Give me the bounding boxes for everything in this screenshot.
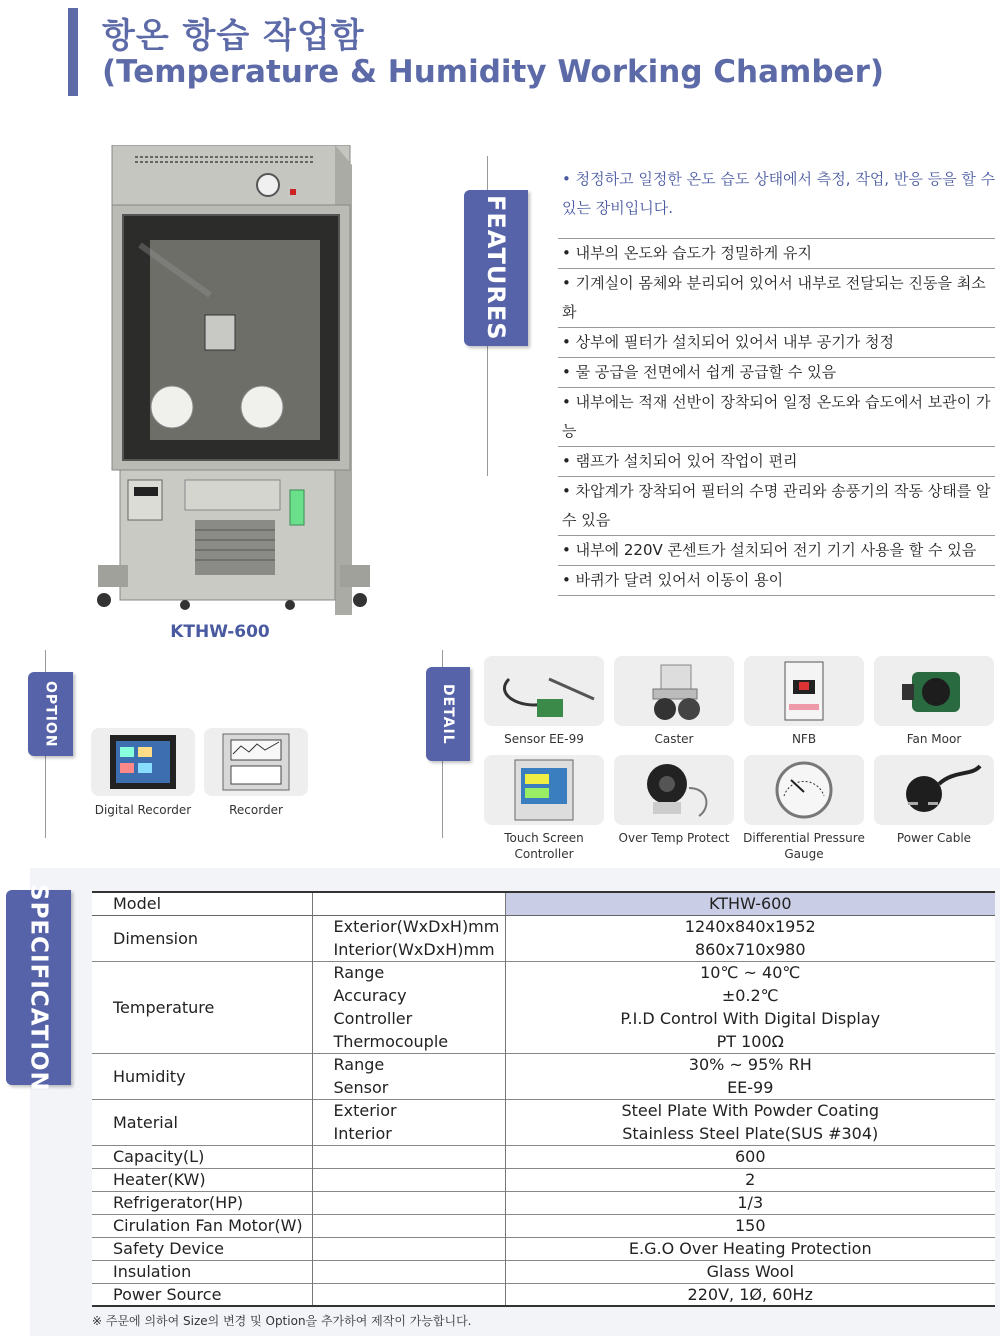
spec-group-label: Humidity bbox=[92, 1053, 312, 1099]
sensor-probe-icon bbox=[489, 659, 599, 723]
spec-group-label: Safety Device bbox=[92, 1237, 312, 1260]
option-tab: OPTION bbox=[28, 672, 73, 756]
table-row bbox=[92, 1053, 995, 1076]
spec-sub-label: Range bbox=[312, 961, 505, 984]
chamber-product-image bbox=[90, 145, 380, 620]
spec-header-row bbox=[92, 892, 995, 915]
spec-value: ±0.2℃ bbox=[505, 984, 995, 1007]
breaker-icon bbox=[779, 660, 829, 722]
spec-model-value: KTHW-600 bbox=[505, 892, 995, 915]
detail-caption: Sensor EE-99 bbox=[504, 732, 584, 746]
spec-model-label: Model bbox=[92, 892, 312, 915]
feature-item: • 물 공급을 전면에서 쉽게 공급할 수 있음 bbox=[558, 357, 995, 387]
feature-item: • 내부의 온도와 습도가 정밀하게 유지 bbox=[558, 238, 995, 268]
table-row bbox=[92, 1191, 995, 1214]
spec-value: Glass Wool bbox=[505, 1260, 995, 1283]
spec-sub-label bbox=[312, 1260, 505, 1283]
detail-caption: NFB bbox=[791, 732, 817, 746]
title-accent-bar bbox=[68, 8, 78, 96]
caster-icon bbox=[639, 659, 709, 723]
detail-sensor-card bbox=[484, 656, 604, 726]
spec-sub-label bbox=[312, 1191, 505, 1214]
features-headline: • 청정하고 일정한 온도 습도 상태에서 측정, 작업, 반응 등을 할 수 있는 장비입니다. bbox=[562, 170, 996, 217]
detail-tab: DETAIL bbox=[426, 667, 470, 761]
spec-sub-label: Sensor bbox=[312, 1076, 505, 1099]
spec-sub-label bbox=[312, 1283, 505, 1306]
digital-recorder-icon bbox=[108, 733, 178, 791]
spec-sub-label: Interior(WxDxH)mm bbox=[312, 938, 505, 961]
spec-sub-label bbox=[312, 1237, 505, 1260]
spec-group-label: Temperature bbox=[92, 961, 312, 1053]
spec-value: 1240x840x1952 bbox=[505, 915, 995, 938]
features-list bbox=[558, 238, 995, 596]
table-row bbox=[92, 1260, 995, 1283]
spec-value: 860x710x980 bbox=[505, 938, 995, 961]
option-recorder-card bbox=[204, 728, 308, 796]
specification-table bbox=[92, 891, 995, 1307]
spec-group-label: Dimension bbox=[92, 915, 312, 961]
power-plug-icon bbox=[884, 758, 984, 822]
spec-sub-label: Accuracy bbox=[312, 984, 505, 1007]
spec-group-label: Heater(KW) bbox=[92, 1168, 312, 1191]
table-row bbox=[92, 1214, 995, 1237]
table-row bbox=[92, 915, 995, 938]
spec-value: 220V, 1Ø, 60Hz bbox=[505, 1283, 995, 1306]
detail-caption: Touch Screen Controller bbox=[504, 831, 584, 861]
spec-value: 600 bbox=[505, 1145, 995, 1168]
table-row bbox=[92, 961, 995, 984]
detail-pressure-gauge-card bbox=[744, 755, 864, 825]
option-caption: Recorder bbox=[229, 803, 283, 817]
spec-sub-label: Exterior bbox=[312, 1099, 505, 1122]
detail-caption: Fan Moor bbox=[906, 732, 962, 746]
spec-group-label: Power Source bbox=[92, 1283, 312, 1306]
spec-value: P.I.D Control With Digital Display bbox=[505, 1007, 995, 1030]
page-title-english: (Temperature & Humidity Working Chamber) bbox=[102, 54, 885, 90]
table-row bbox=[92, 1145, 995, 1168]
spec-sub-label: Thermocouple bbox=[312, 1030, 505, 1053]
spec-sub-label: Exterior(WxDxH)mm bbox=[312, 915, 505, 938]
spec-sub-label bbox=[312, 1168, 505, 1191]
feature-item: • 바퀴가 달려 있어서 이동이 용이 bbox=[558, 565, 995, 596]
detail-touch-controller-card bbox=[484, 755, 604, 825]
detail-caption: Differential Pressure Gauge bbox=[743, 831, 865, 861]
spec-value: Stainless Steel Plate(SUS #304) bbox=[505, 1122, 995, 1145]
spec-value: E.G.O Over Heating Protection bbox=[505, 1237, 995, 1260]
detail-nfb-card bbox=[744, 656, 864, 726]
spec-group-label: Refrigerator(HP) bbox=[92, 1191, 312, 1214]
detail-caption: Over Temp Protect bbox=[618, 831, 730, 845]
pressure-gauge-icon bbox=[769, 758, 839, 822]
spec-sub-label bbox=[312, 1214, 505, 1237]
recorder-icon bbox=[221, 732, 291, 792]
spec-group-label: Cirulation Fan Motor(W) bbox=[92, 1214, 312, 1237]
feature-item: • 내부에는 적재 선반이 장착되어 일정 온도와 습도에서 보관이 가능 bbox=[558, 387, 995, 446]
spec-value: 10℃ ~ 40℃ bbox=[505, 961, 995, 984]
spec-sub-label: Range bbox=[312, 1053, 505, 1076]
features-tab: FEATURES bbox=[464, 190, 528, 346]
spec-group-label: Material bbox=[92, 1099, 312, 1145]
table-row bbox=[92, 1283, 995, 1306]
specification-note: ※ 주문에 의하여 Size의 변경 및 Option을 추가하여 제작이 가능합니다. bbox=[92, 1314, 472, 1328]
spec-value: 2 bbox=[505, 1168, 995, 1191]
touch-controller-icon bbox=[509, 758, 579, 822]
spec-value: PT 100Ω bbox=[505, 1030, 995, 1053]
spec-value: EE-99 bbox=[505, 1076, 995, 1099]
detail-caption: Power Cable bbox=[896, 831, 972, 845]
detail-over-temp-card bbox=[614, 755, 734, 825]
table-row bbox=[92, 1099, 995, 1122]
spec-sub-label: Interior bbox=[312, 1122, 505, 1145]
product-model-label: KTHW-600 bbox=[170, 622, 270, 642]
thermostat-icon bbox=[629, 758, 719, 822]
spec-sub-label: Controller bbox=[312, 1007, 505, 1030]
feature-item: • 차압계가 장착되어 필터의 수명 관리와 송풍기의 작동 상태를 알 수 있음 bbox=[558, 476, 995, 535]
specification-tab: SPECIFICATION bbox=[6, 890, 71, 1085]
feature-item: • 내부에 220V 콘센트가 설치되어 전기 기기 사용을 할 수 있음 bbox=[558, 535, 995, 565]
spec-group-label: Capacity(L) bbox=[92, 1145, 312, 1168]
spec-value: 150 bbox=[505, 1214, 995, 1237]
detail-power-cable-card bbox=[874, 755, 994, 825]
detail-caster-card bbox=[614, 656, 734, 726]
spec-value: 30% ~ 95% RH bbox=[505, 1053, 995, 1076]
detail-caption: Caster bbox=[654, 732, 694, 746]
option-digital-recorder-card bbox=[91, 728, 195, 796]
feature-item: • 기계실이 몸체와 분리되어 있어서 내부로 전달되는 진동을 최소화 bbox=[558, 268, 995, 327]
page-title-korean: 항온 항습 작업함 bbox=[102, 16, 365, 56]
spec-sub-label bbox=[312, 1145, 505, 1168]
detail-fan-motor-card bbox=[874, 656, 994, 726]
table-row bbox=[92, 1237, 995, 1260]
spec-group-label: Insulation bbox=[92, 1260, 312, 1283]
feature-item: • 램프가 설치되어 있어 작업이 편리 bbox=[558, 446, 995, 476]
feature-item: • 상부에 필터가 설치되어 있어서 내부 공기가 청정 bbox=[558, 327, 995, 357]
fan-motor-icon bbox=[894, 660, 974, 722]
spec-value: Steel Plate With Powder Coating bbox=[505, 1099, 995, 1122]
table-row bbox=[92, 1168, 995, 1191]
option-caption: Digital Recorder bbox=[94, 803, 192, 817]
spec-value: 1/3 bbox=[505, 1191, 995, 1214]
